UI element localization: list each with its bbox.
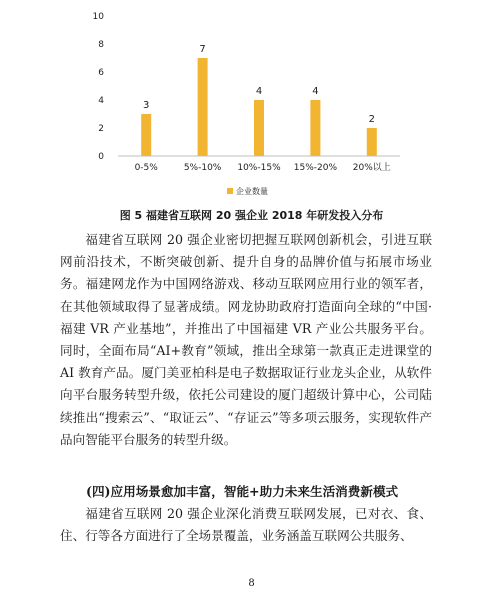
data-label: 4 xyxy=(312,86,319,97)
data-label: 4 xyxy=(255,86,263,97)
bars xyxy=(141,44,377,156)
page-number: 8 xyxy=(248,578,255,589)
y-tick-label: 6 xyxy=(98,68,104,78)
bar xyxy=(254,100,264,156)
y-tick-label: 8 xyxy=(98,40,104,50)
bar xyxy=(141,114,151,156)
y-tick-label: 10 xyxy=(92,12,104,22)
legend-swatch xyxy=(227,188,233,194)
body-paragraph-1-text: 福建省互联网 20 强企业密切把握互联网创新机会，引进互联网前沿技术，不断突破创新、提升自身的品牌价值与拓展市场业务。福建网龙作为中国网络游戏、移动互联网应用行业的领军者，在其他领域取得了显著成绩。网龙协助政府打造面向全球的“中国·福建 VR 产业基地”，并推出了中国福建 VR 产业公共服务平台。同时，全面布局“AI+教育”领域，推出全球第一款真正走进课堂的 AI 教育产品。厦门美亚柏科是电子数据取证行业龙头企业，从软件向平台服务转型升级，依托公司建设的厦门超级计算中心，公司陆续推出“搜索云”、“取证云”、“存证云”等多项云服务，实现软件产品向智能平台服务的转型升级。 xyxy=(60,232,432,447)
legend-label: 企业数量 xyxy=(236,187,268,196)
x-tick-label: 0-5% xyxy=(134,163,158,173)
y-tick-label: 0 xyxy=(98,152,104,162)
bar xyxy=(310,100,320,156)
y-axis xyxy=(93,12,105,162)
x-tick-label: 20%以上 xyxy=(352,163,391,173)
bar-chart xyxy=(0,0,503,205)
y-tick-label: 4 xyxy=(98,96,104,106)
body-paragraph-2 xyxy=(60,503,432,547)
bar xyxy=(367,128,377,156)
data-label: 7 xyxy=(199,44,206,55)
x-axis xyxy=(118,156,400,173)
legend xyxy=(227,186,268,196)
data-label: 3 xyxy=(143,100,150,111)
body-paragraph-1 xyxy=(60,229,432,451)
x-tick-label: 15%-20% xyxy=(293,163,338,173)
figure-caption: 图 5 福建省互联网 20 强企业 2018 年研发投入分布 xyxy=(119,209,384,222)
x-tick-label: 10%-15% xyxy=(237,163,281,173)
body-paragraph-2-text: 福建省互联网 20 强企业深化消费互联网发展，已对衣、食、住、行等各方面进行了全场景覆盖，业务涵盖互联网公共服务、 xyxy=(60,506,432,544)
data-label: 2 xyxy=(368,114,375,125)
y-tick-label: 2 xyxy=(98,124,104,134)
x-tick-label: 5%-10% xyxy=(183,163,222,173)
section-heading: (四)应用场景愈加丰富，智能+助力未来生活消费新模式 xyxy=(86,484,399,499)
bar xyxy=(198,58,208,156)
